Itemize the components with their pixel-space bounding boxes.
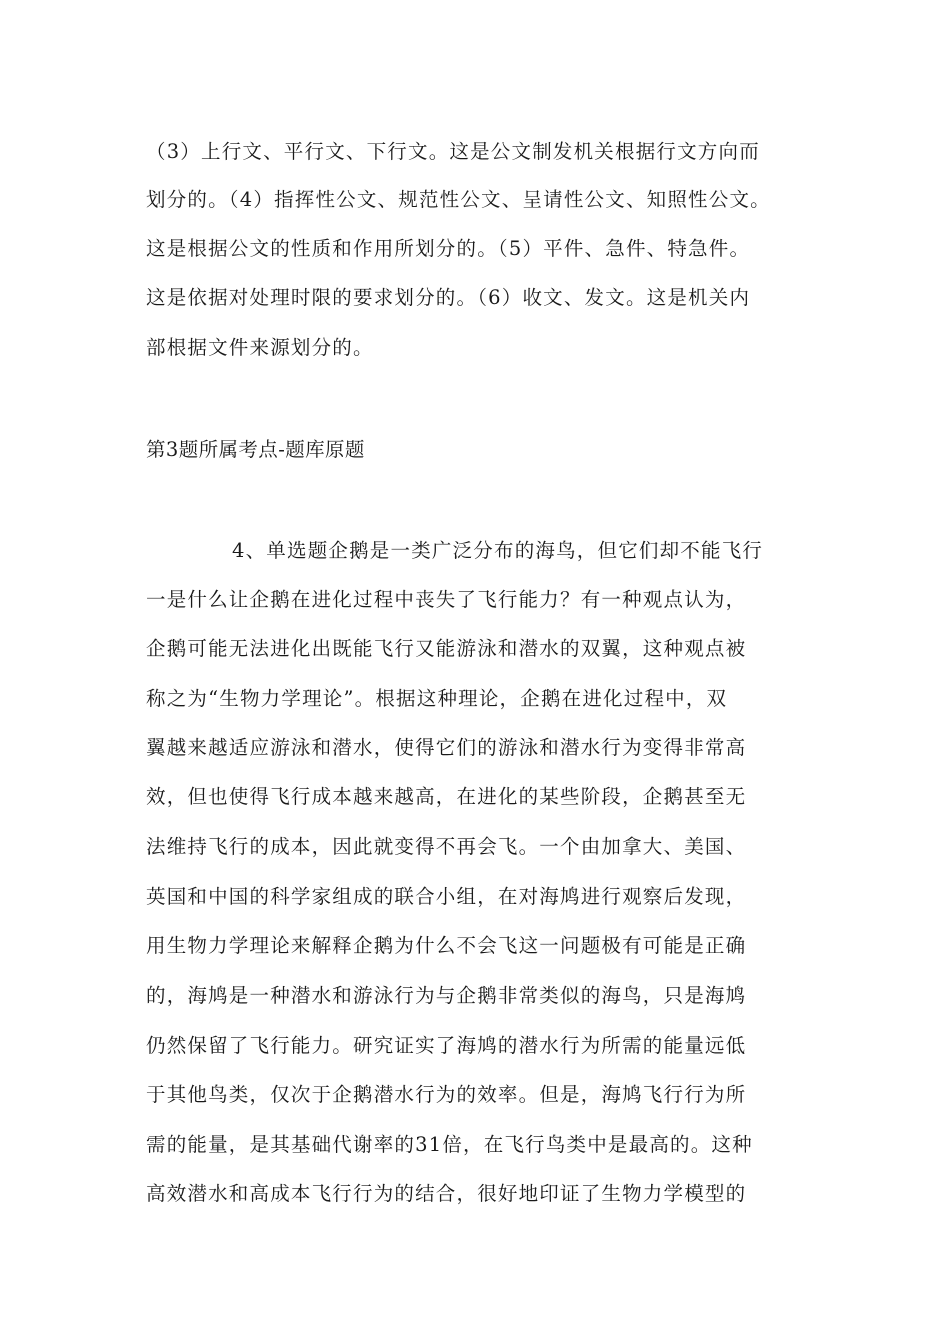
paragraph-1-line-3: 这是根据公文的性质和作用所划分的。（5）平件、急件、特急件。 [146,237,751,260]
paragraph-1-line-2: 划分的。（4）指挥性公文、规范性公文、呈请性公文、知照性公文。 [146,188,771,211]
paragraph-2-line-9: 用生物力学理论来解释企鹅为什么不会飞这一问题极有可能是正确 [146,934,747,957]
paragraph-2-line-6: 效，但也使得飞行成本越来越高，在进化的某些阶段，企鹅甚至无 [146,785,747,808]
paragraph-2-line-10: 的，海鸠是一种潜水和游泳行为与企鹅非常类似的海鸟，只是海鸠 [146,984,747,1007]
paragraph-2-line-13: 需的能量，是其基础代谢率的31倍，在飞行鸟类中是最高的。这种 [146,1133,753,1156]
paragraph-2-line-2: 一是什么让企鹅在进化过程中丧失了飞行能力？有一种观点认为， [146,588,747,611]
paragraph-2-line-11: 仍然保留了飞行能力。研究证实了海鸠的潜水行为所需的能量远低 [146,1034,747,1057]
paragraph-1-line-5: 部根据文件来源划分的。 [146,336,374,359]
section-heading: 第3题所属考点-题库原题 [146,438,365,461]
paragraph-2-line-1: 4、单选题企鹅是一类广泛分布的海鸟，但它们却不能飞行 [232,539,764,562]
paragraph-2-line-14: 高效潜水和高成本飞行行为的结合，很好地印证了生物力学模型的 [146,1182,747,1205]
paragraph-1-line-1: （3）上行文、平行文、下行文。这是公文制发机关根据行文方向而 [146,140,760,163]
paragraph-2-line-5: 翼越来越适应游泳和潜水，使得它们的游泳和潜水行为变得非常高 [146,736,747,759]
paragraph-1-line-4: 这是依据对处理时限的要求划分的。（6）收文、发文。这是机关内 [146,286,751,309]
paragraph-2-line-4: 称之为“生物力学理论”。根据这种理论，企鹅在进化过程中，双 [146,687,728,710]
paragraph-2-line-8: 英国和中国的科学家组成的联合小组，在对海鸠进行观察后发现， [146,885,747,908]
paragraph-2-line-7: 法维持飞行的成本，因此就变得不再会飞。一个由加拿大、美国、 [146,835,747,858]
paragraph-2-line-3: 企鹅可能无法进化出既能飞行又能游泳和潜水的双翼，这种观点被 [146,637,747,660]
paragraph-2-line-12: 于其他鸟类，仅次于企鹅潜水行为的效率。但是，海鸠飞行行为所 [146,1083,747,1106]
